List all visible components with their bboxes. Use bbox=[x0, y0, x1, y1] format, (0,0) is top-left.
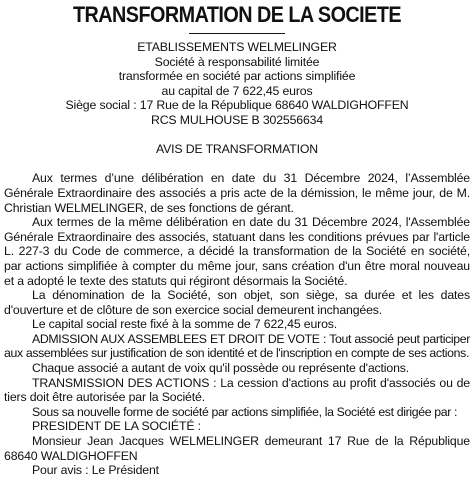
paragraph-votes: Chaque associé a autant de voix qu'il possède ou représente d'actions. bbox=[32, 361, 410, 376]
legal-form: Société à responsabilité limitée bbox=[154, 54, 320, 69]
paragraph-unchanged-terms: La dénomination de la Société, son objet, son siège, sa durée et les dates d'ouverture et de clôture de son exercice social demeurent inchangées. bbox=[4, 288, 470, 317]
notice-body bbox=[4, 40, 470, 478]
capital-line: au capital de 7 622,45 euros bbox=[161, 83, 313, 98]
transformation-line: transformée en société par actions simplifiée bbox=[118, 69, 356, 84]
paragraph-president-heading: PRESIDENT DE LA SOCIÉTÉ : bbox=[32, 419, 201, 434]
paragraph-direction: Sous sa nouvelle forme de société par actions simplifiée, la Société est dirigée par : bbox=[32, 404, 458, 419]
avis-heading: AVIS DE TRANSFORMATION bbox=[155, 142, 319, 157]
paragraph-share-transfer: TRANSMISSION DES ACTIONS : La cession d'actions au profit d'associés ou de tiers doit être autorisée par la Société. bbox=[4, 375, 470, 405]
title-rule bbox=[189, 33, 285, 34]
paragraph-signoff: Pour avis : Le Président bbox=[32, 463, 159, 478]
head-office-line: Siège social : 17 Rue de la République 68640 WALDIGHOFFEN bbox=[65, 98, 409, 113]
spacer bbox=[4, 157, 470, 172]
legal-notice bbox=[4, 2, 470, 478]
paragraph-resignation: Aux termes d’une délibération en date du 31 Décembre 2024, l’Assemblée Générale Extraordinaire des associés a pris acte de la démission, le même jour, de M. Christian WELMELINGER, de ses fonctions de gérant. bbox=[4, 171, 470, 215]
paragraph-president: Monsieur Jean Jacques WELMELINGER demeurant 17 Rue de la République 68640 WALDIGHOFFEN bbox=[4, 434, 470, 463]
company-name: ETABLISSEMENTS WELMELINGER bbox=[137, 40, 337, 54]
notice-title: TRANSFORMATION DE LA SOCIETE bbox=[72, 2, 402, 27]
rcs-line: RCS MULHOUSE B 302556634 bbox=[150, 112, 324, 127]
paragraph-share-capital: Le capital social reste fixé à la somme de 7 622,45 euros. bbox=[32, 317, 338, 332]
paragraph-transformation: Aux termes de la même délibération en date du 31 Décembre 2024, l'Assemblée Générale Extraordinaire des associés, statuant dans les conditions prévues par l'article L. 227-3 du Code de commerce, a décidé la transformation de la Société en société, par actions simplifiée à compter du même jour, sans création d'un être moral nouveau et a adopté le texte des statuts qui régiront désormais la Société. bbox=[4, 215, 470, 288]
spacer bbox=[4, 128, 470, 143]
paragraph-admission-voting: ADMISSION AUX ASSEMBLEES ET DROIT DE VOTE : Tout associé peut participer aux assemblées sur justification de son identité et de l'inscription en compte de ses actions. bbox=[4, 331, 470, 361]
company-header bbox=[4, 40, 470, 128]
